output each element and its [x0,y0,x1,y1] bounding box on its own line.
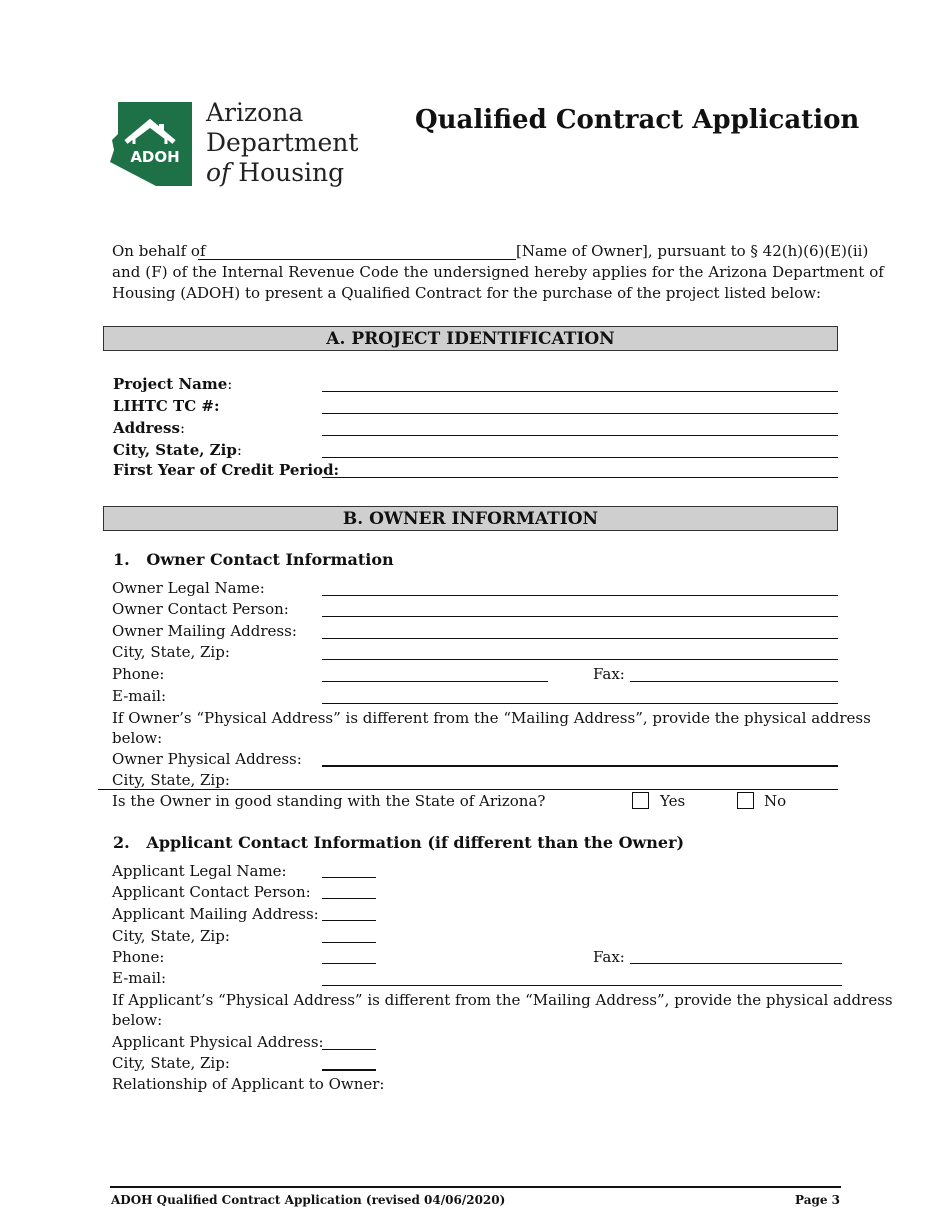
owner-contact-person-label: Owner Contact Person: [112,600,289,618]
owner-fax-input[interactable] [630,681,838,682]
applicant-phone-label: Phone: [112,948,165,966]
lihtc-tc-input[interactable] [322,413,838,414]
logo-line-department: Department [206,128,359,157]
owner-physical-address-label: Owner Physical Address: [112,750,302,768]
intro-owner-placeholder: [Name of Owner], pursuant to § 42(h)(6)(E)(ii) [516,242,869,260]
owner-physical-note-line1: If Owner’s “Physical Address” is different from the “Mailing Address”, provide the physical address [112,709,871,727]
owner-email-input[interactable] [322,703,838,704]
project-name-input[interactable] [322,391,838,392]
applicant-fax-input[interactable] [630,963,842,964]
city-state-zip-input[interactable] [322,457,838,458]
owner-city-state-zip-label: City, State, Zip: [112,643,230,661]
section-a-header: A. PROJECT IDENTIFICATION [103,326,838,351]
applicant-physical-city-state-zip-input[interactable] [322,1069,376,1071]
first-year-credit-input[interactable] [322,477,838,478]
logo-housing: Housing [238,158,345,187]
address-input[interactable] [322,435,838,436]
applicant-legal-name-label: Applicant Legal Name: [112,862,287,880]
first-year-credit-label: First Year of Credit Period: [113,461,340,479]
owner-physical-address-input[interactable] [322,765,838,767]
owner-city-state-zip-input[interactable] [322,659,838,660]
city-state-zip-label: City, State, Zip: [113,441,242,459]
owner-mailing-address-label: Owner Mailing Address: [112,622,297,640]
applicant-city-state-zip-label: City, State, Zip: [112,927,230,945]
arizona-map-icon [108,100,198,190]
applicant-contact-person-label: Applicant Contact Person: [112,883,311,901]
page-title: Qualified Contract Application [415,105,860,135]
logo-of: of [206,158,231,187]
owner-physical-city-state-zip-input[interactable] [98,789,838,790]
applicant-mailing-address-label: Applicant Mailing Address: [112,905,319,923]
owner-name-input-line[interactable] [198,259,516,260]
applicant-fax-label: Fax: [593,948,625,966]
adoh-logo [108,98,363,193]
applicant-mailing-address-input[interactable] [322,920,376,921]
good-standing-no-checkbox[interactable] [737,792,754,809]
owner-email-label: E-mail: [112,687,167,705]
relationship-label: Relationship of Applicant to Owner: [112,1075,385,1093]
good-standing-question: Is the Owner in good standing with the State of Arizona? [112,792,546,810]
project-name-label: Project Name: [113,375,233,393]
owner-mailing-address-input[interactable] [322,638,838,639]
owner-physical-note-line2: below: [112,729,163,747]
footer-page-number: Page 3 [795,1193,841,1207]
applicant-email-input[interactable] [322,985,842,986]
intro-line-2: and (F) of the Internal Revenue Code the undersigned hereby applies for the Arizona Department of [112,263,884,281]
logo-line-arizona: Arizona [206,98,304,127]
applicant-physical-address-label: Applicant Physical Address: [112,1033,324,1051]
logo-line-housing [206,158,358,188]
owner-physical-city-state-zip-label: City, State, Zip: [112,771,230,789]
applicant-contact-heading: 2. Applicant Contact Information (if different than the Owner) [113,833,685,852]
good-standing-no-label: No [764,792,787,810]
lihtc-tc-label: LIHTC TC #: [113,397,220,415]
owner-phone-label: Phone: [112,665,165,683]
intro-line-3: Housing (ADOH) to present a Qualified Contract for the purchase of the project listed below: [112,284,822,302]
applicant-physical-note-line1: If Applicant’s “Physical Address” is different from the “Mailing Address”, provide the physical address [112,991,893,1009]
footer-left: ADOH Qualified Contract Application (revised 04/06/2020) [111,1193,506,1207]
good-standing-yes-label: Yes [660,792,686,810]
applicant-physical-address-input[interactable] [322,1049,376,1050]
owner-legal-name-input[interactable] [322,595,838,596]
applicant-contact-person-input[interactable] [322,898,376,899]
applicant-email-label: E-mail: [112,969,167,987]
address-label: Address: [113,419,186,437]
intro-on-behalf-of: On behalf of [112,242,206,260]
applicant-physical-note-line2: below: [112,1011,163,1029]
owner-phone-input[interactable] [322,681,548,682]
owner-contact-person-input[interactable] [322,616,838,617]
logo-badge: ADOH [130,148,180,166]
owner-fax-label: Fax: [593,665,625,683]
applicant-city-state-zip-input[interactable] [322,942,376,943]
good-standing-yes-checkbox[interactable] [632,792,649,809]
applicant-physical-city-state-zip-label: City, State, Zip: [112,1054,230,1072]
applicant-legal-name-input[interactable] [322,877,376,878]
section-b-header: B. OWNER INFORMATION [103,506,838,531]
owner-legal-name-label: Owner Legal Name: [112,579,265,597]
footer-rule [110,1186,841,1188]
applicant-phone-input[interactable] [322,963,376,964]
owner-contact-heading: 1. Owner Contact Information [113,550,394,569]
